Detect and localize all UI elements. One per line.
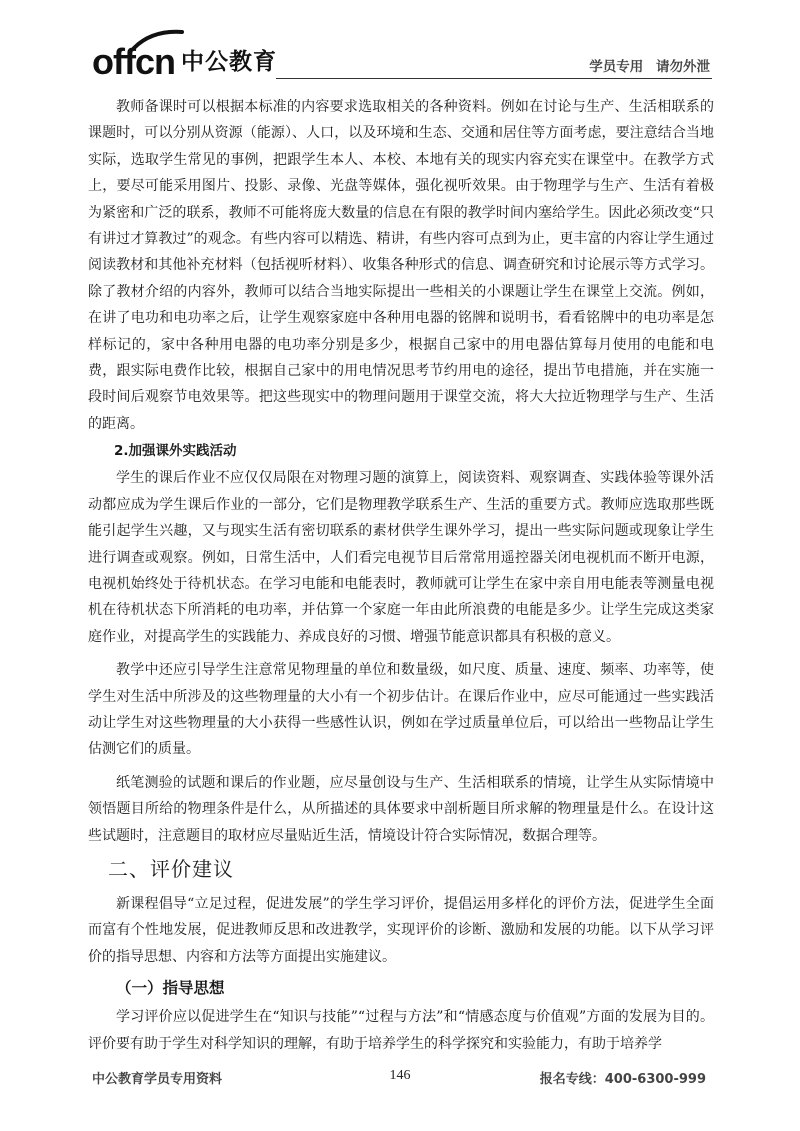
logo-cn-text: 中公教育 — [180, 49, 277, 75]
page-header — [0, 0, 800, 90]
footer-left-text: 中公教育学员专用资料 — [92, 1072, 223, 1087]
paragraph-1: 教师备课时可以根据本标准的内容要求选取相关的各种资料。例如在讨论与生产、生活相联系的课题时，可以分别从资源（能源）、人口，以及环境和生态、交通和居住等方面考虑，要注意结合当地实际，选取学生常见的事例，把跟学生本人、本校、本地有关的现实内容充实在课堂中。在教学方式上，要尽可能采用图片、投影、录像、光盘等媒体，强化视听效果。由于物理学与生产、生活有着极为紧密和广泛的联系，教师不可能将庞大数量的信息在有限的教学时间内塞给学生。因此必须改变“只有讲过才算教过”的观念。有些内容可以精选、精讲，有些内容可点到为止，更丰富的内容让学生通过阅读教材和其他补充材料（包括视听材料）、收集各种形式的信息、调查研究和讨论展示等方式学习。除了教材介绍的内容外，教师可以结合当地实际提出一些相关的小课题让学生在课堂上交流。例如，在讲了电功和电功率之后，让学生观察家庭中各种用电器的铭牌和说明书，看看铭牌中的电功率是怎样标记的，家中各种用电器的电功率分别是多少，根据自己家中的用电器估算每月使用的电能和电费，跟实际电费作比较，根据自己家中的用电情况思考节约用电的途径，提出节电措施，并在实施一段时间后观察节电效果等。把这些现实中的物理问题用于课堂交流，将大大拉近物理学与生产、生活的距离。 — [88, 99, 714, 432]
header-rule — [276, 78, 712, 79]
sub-heading-outdoor-practice: 2.加强课外实践活动 — [114, 443, 237, 460]
logo-swoosh-icon — [132, 28, 184, 50]
paragraph-2: 学生的课后作业不应仅仅局限在对物理习题的演算上，阅读资料、观察调查、实践体验等课外活动都应成为学生课后作业的一部分，它们是物理教学联系生产、生活的重要方式。教师应选取那些既能引起学生兴趣，又与现实生活有密切联系的素材供学生课外学习，提出一些实际问题或现象让学生进行调查或观察。例如，日常生活中，人们看完电视节目后常常用遥控器关闭电视机而不断开电源，电视机始终处于待机状态。在学习电能和电能表时，教师就可让学生在家中亲自用电能表等测量电视机在待机状态下所消耗的电功率，并估算一个家庭一年由此所浪费的电能是多少。让学生完成这类家庭作业，对提高学生的实践能力、养成良好的习惯、增强节能意识都具有积极的意义。 — [88, 470, 714, 645]
paragraph-3: 教学中还应引导学生注意常见物理量的单位和数量级，如尺度、质量、速度、频率、功率等，使学生对生活中所涉及的这些物理量的大小有一个初步估计。在课后作业中，应尽可能通过一些实践活动让学生对这些物理量的大小获得一些感性认识，例如在学过质量单位后，可以给出一些物品让学生估测它们的质量。 — [88, 662, 714, 758]
paragraph-4: 纸笔测验的试题和课后的作业题，应尽量创设与生产、生活相联系的情境，让学生从实际情境中领悟题目所给的物理条件是什么，从所描述的具体要求中剖析题目所求解的物理量是什么。在设计这些试题时，注意题目的取材应尽量贴近生活，情境设计符合实际情况，数据合理等。 — [88, 774, 714, 844]
header-tag: 学员专用 请勿外泄 — [589, 59, 710, 75]
footer-hotline: 报名专线：400-6300-999 — [539, 1072, 706, 1087]
page-content — [88, 94, 714, 1057]
section-heading-guiding-thought: （一）指导思想 — [116, 979, 225, 998]
page-number: 146 — [389, 1068, 411, 1083]
offcn-logo — [92, 40, 277, 80]
section-heading-evaluation: 二、评价建议 — [108, 856, 234, 881]
paragraph-5: 新课程倡导“立足过程，促进发展”的学生学习评价，提倡运用多样化的评价方法，促进学生全面而富有个性地发展，促进教师反思和改进教学，实现评价的诊断、激励和发展的功能。以下从学习评价的指导思想、内容和方法等方面提出实施建议。 — [88, 895, 714, 965]
logo-latin-text: offcn — [92, 41, 175, 82]
paragraph-6: 学习评价应以促进学生在“知识与技能”“过程与方法”和“情感态度与价值观”方面的发展为目的。评价要有助于学生对科学知识的理解，有助于培养学生的科学探究和实验能力，有助于培养学 — [88, 1009, 714, 1052]
